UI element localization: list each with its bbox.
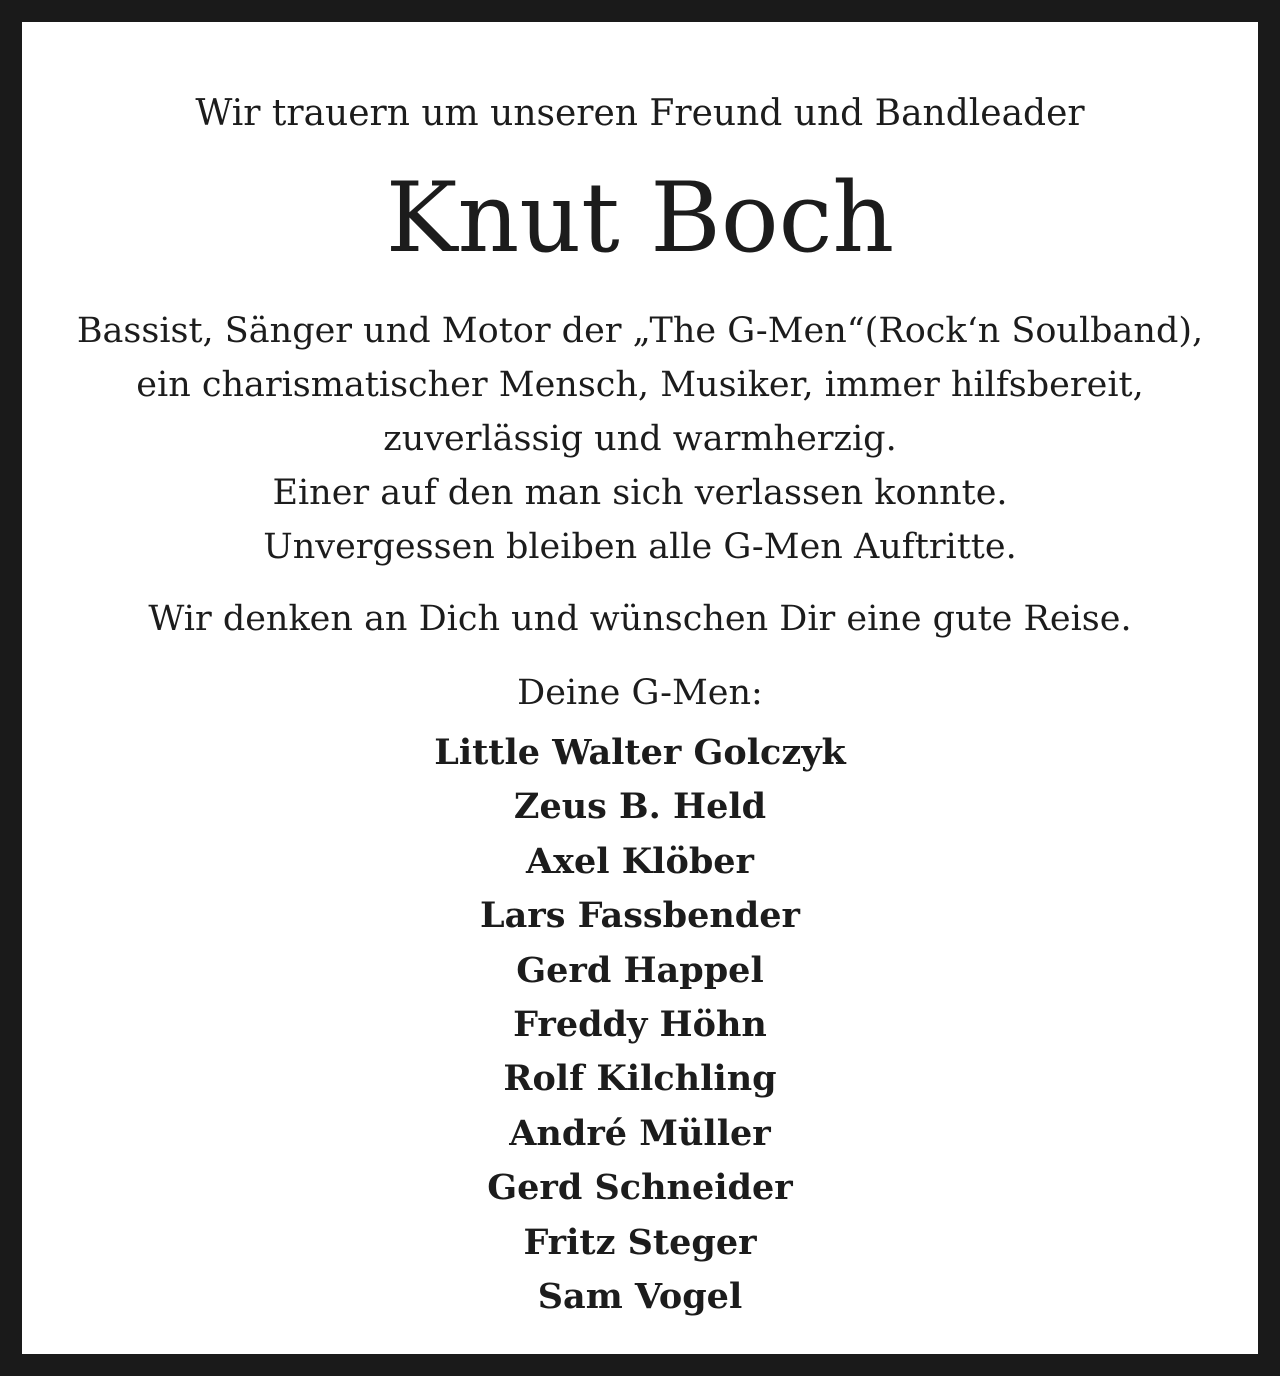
member-name: Little Walter Golczyk bbox=[434, 732, 846, 773]
intro-line: Wir trauern um unseren Freund und Bandleader bbox=[195, 93, 1085, 134]
description-line: Einer auf den man sich verlassen konnte. bbox=[272, 473, 1008, 513]
description-block bbox=[22, 304, 1258, 574]
member-name: Fritz Steger bbox=[523, 1221, 757, 1263]
member-name: André Müller bbox=[509, 1112, 771, 1154]
description-line: Bassist, Sänger und Motor der „The G-Men“(Rock‘n Soulband), bbox=[76, 311, 1204, 351]
member-name: Zeus B. Held bbox=[513, 786, 767, 828]
description-line: Unvergessen bleiben alle G-Men Auftritte. bbox=[263, 527, 1017, 567]
farewell-line: Wir denken an Dich und wünschen Dir eine gute Reise. bbox=[148, 599, 1132, 639]
member-name: Rolf Kilchling bbox=[503, 1058, 777, 1100]
description-line: ein charismatischer Mensch, Musiker, immer hilfsbereit, bbox=[136, 365, 1144, 405]
signoff-line: Deine G-Men: bbox=[517, 673, 763, 713]
member-list bbox=[22, 726, 1258, 1324]
member-name: Lars Fassbender bbox=[479, 895, 800, 937]
member-name: Gerd Happel bbox=[516, 949, 764, 991]
member-name: Gerd Schneider bbox=[487, 1167, 793, 1209]
description-line: zuverlässig und warmherzig. bbox=[383, 419, 897, 459]
member-name: Freddy Höhn bbox=[513, 1004, 767, 1046]
member-name: Axel Klöber bbox=[525, 840, 754, 882]
deceased-name: Knut Boch bbox=[385, 162, 895, 274]
member-name: Sam Vogel bbox=[537, 1276, 743, 1318]
